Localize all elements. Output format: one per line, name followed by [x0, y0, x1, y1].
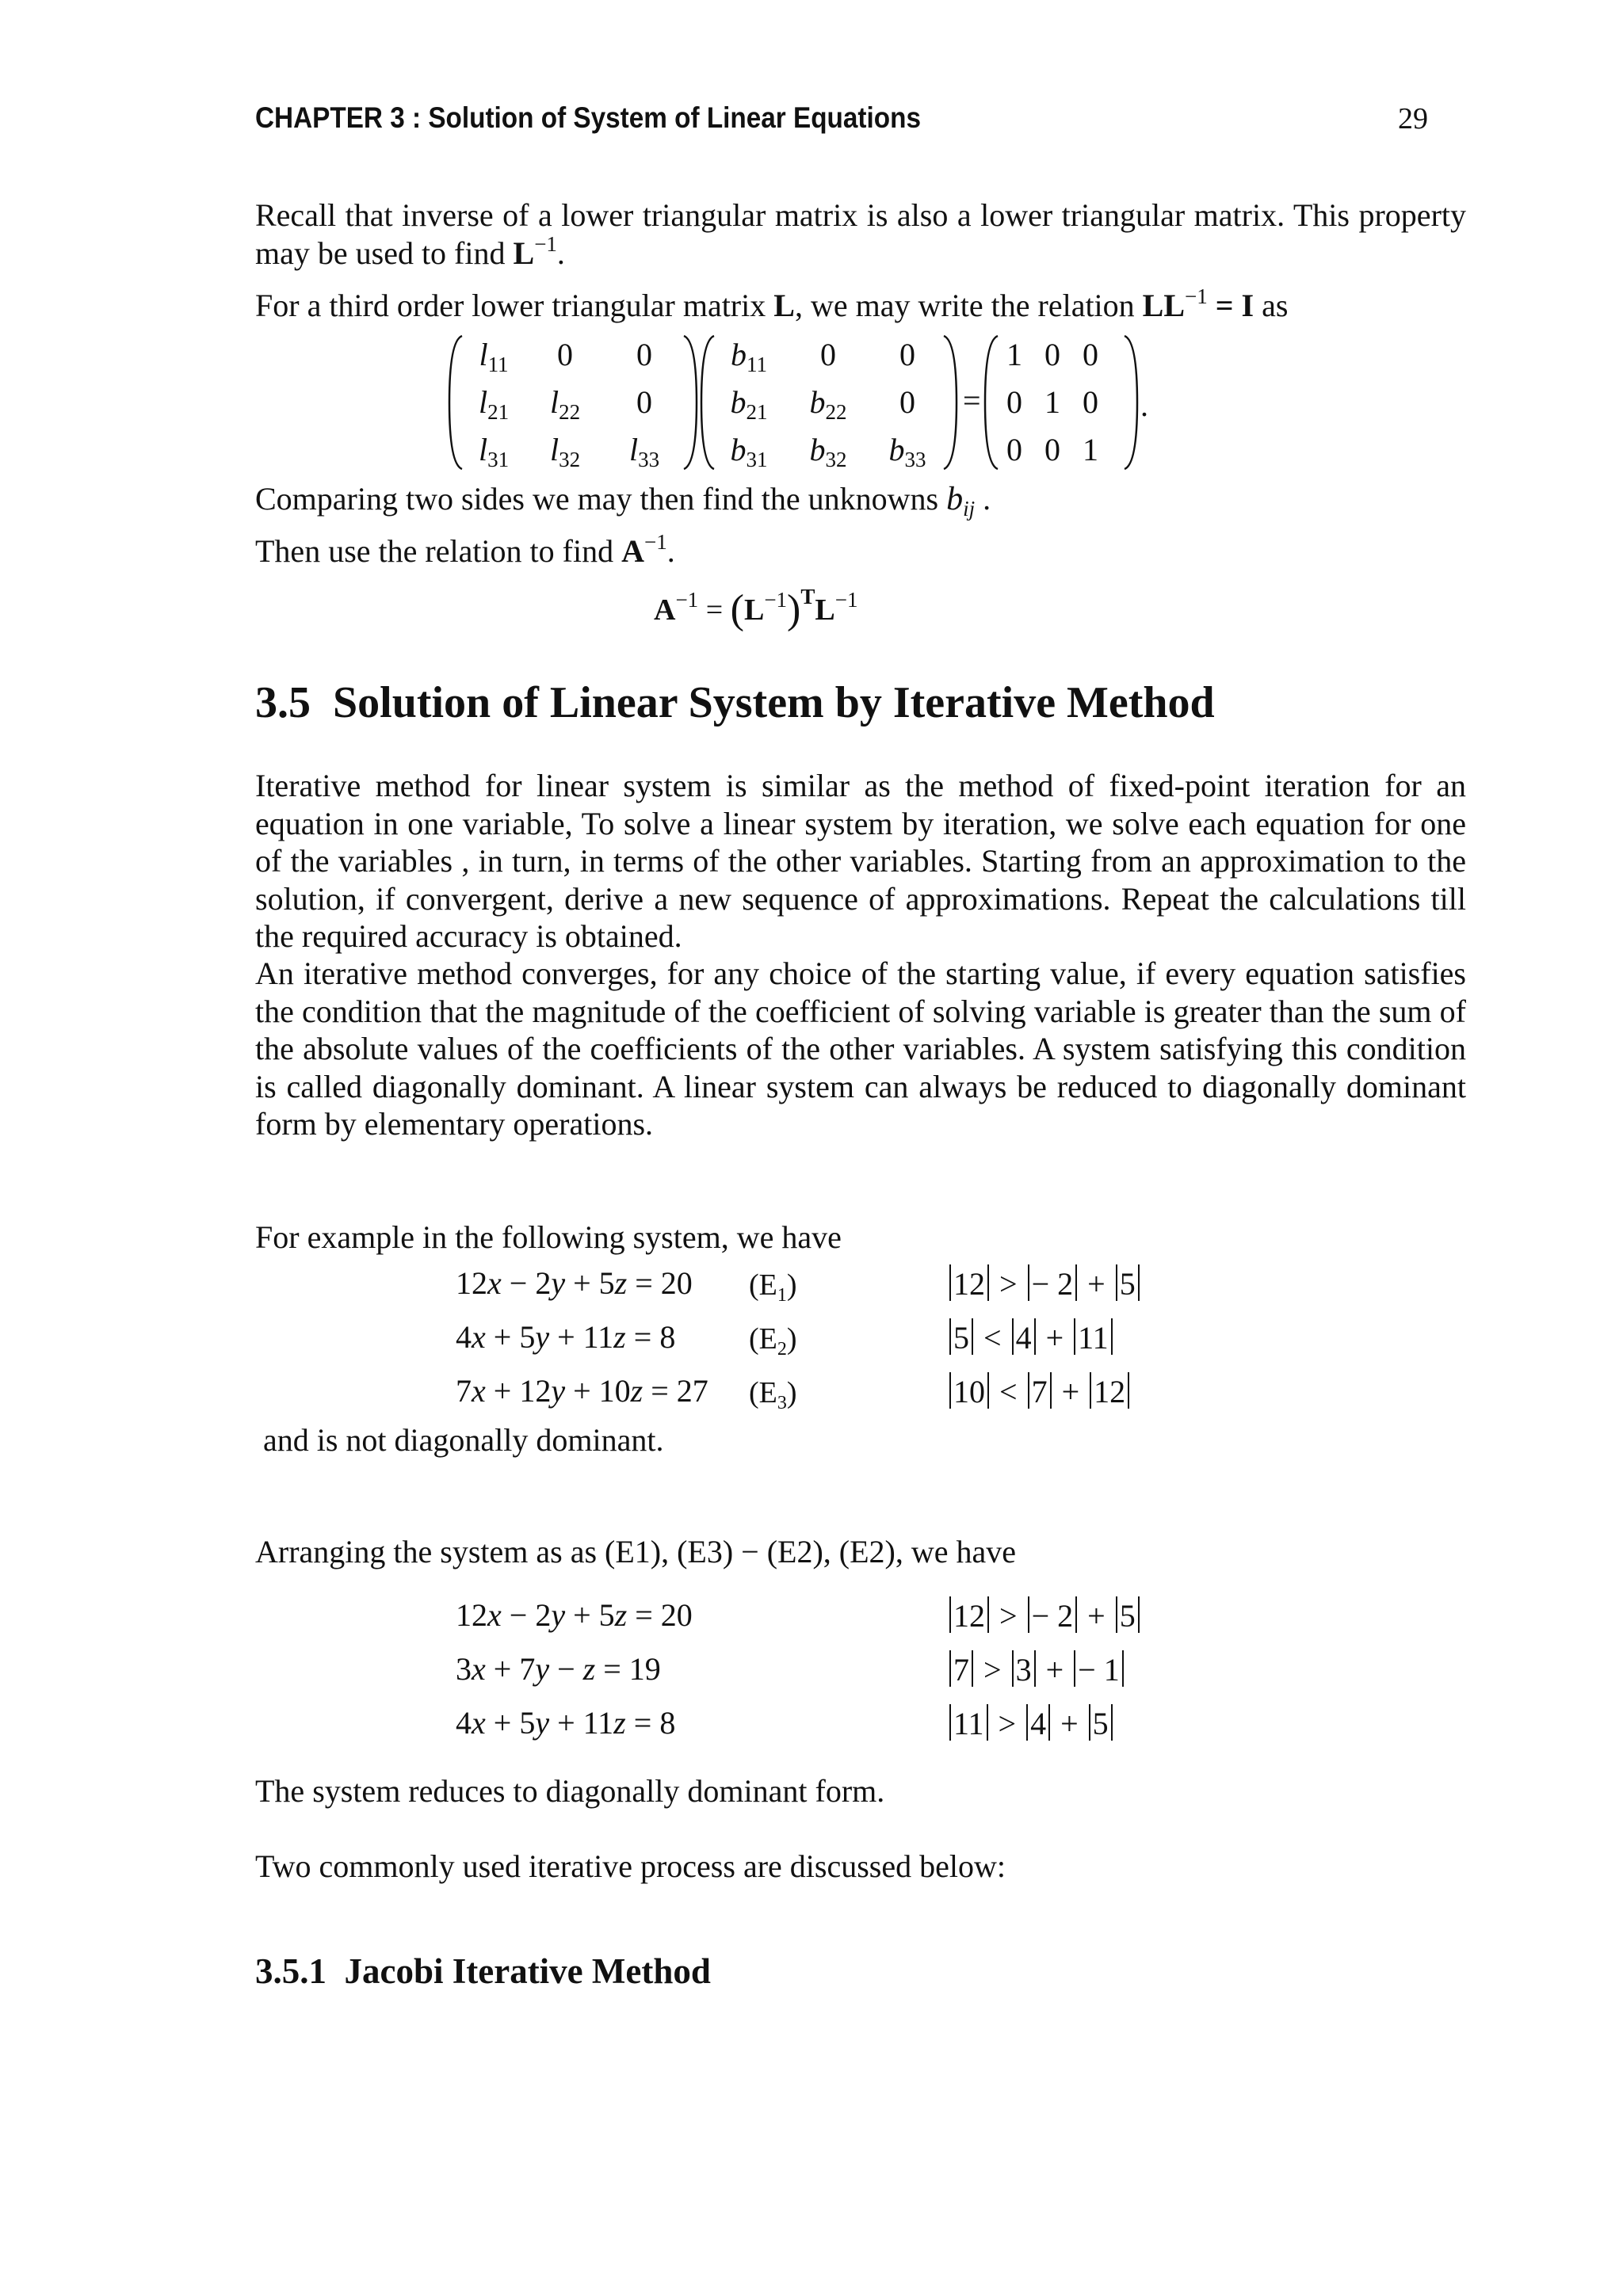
- matrix-cell: $l_{21}$: [478, 384, 510, 424]
- equation: 3x + 7y − z = 19: [456, 1651, 661, 1687]
- matrix-cell: $b_{31}$: [730, 432, 768, 471]
- matrix-cell: 0: [636, 384, 652, 420]
- matrix-cell: 0: [1044, 432, 1060, 467]
- matrix-cell: 0: [1044, 337, 1060, 372]
- equation: 4x + 5y + 11z = 8: [456, 1319, 676, 1355]
- section-paragraph-2: An iterative method converges, for any choice of the starting value, if every equation satisfies the condition that the magnitude of the coefficient of solving variable is greater than the sum of the absolute values of the coefficients of the other variables. A system satisfying this condition is called diagonally dominant. A linear system can always be reduced to diagonally dominant form by elementary operations.: [255, 955, 1466, 1142]
- compare-line: Comparing two sides we may then find the unknowns $b_{ij}$ .: [255, 481, 991, 521]
- matrix-cell: $l_{31}$: [478, 432, 510, 471]
- equation: 4x + 5y + 11z = 8: [456, 1705, 676, 1741]
- matrix-cell: $l_{11}$: [479, 337, 509, 376]
- matrix-cell: $b_{11}$: [731, 337, 767, 376]
- right-paren: [1123, 333, 1139, 471]
- subsection-heading: 3.5.1 Jacobi Iterative Method: [255, 1951, 711, 1991]
- matrix-cell: $l_{32}$: [549, 432, 581, 471]
- example-intro: For example in the following system, we have: [255, 1219, 842, 1255]
- dominance-condition: 12 > − 2 + 5: [947, 1264, 1142, 1302]
- matrix-cell: 1: [1044, 384, 1060, 420]
- matrix-b: [714, 333, 952, 471]
- matrix-cell: 1: [1083, 432, 1098, 467]
- equation: 12x − 2y + 5z = 20: [456, 1597, 693, 1633]
- matrix-cell: 0: [899, 384, 915, 420]
- matrix-cell: $l_{33}$: [628, 432, 660, 471]
- matrix-cell: 1: [1006, 337, 1022, 372]
- equation: 7x + 12y + 10z = 27: [456, 1373, 708, 1409]
- then-line: Then use the relation to find $A^{-1}$.: [255, 530, 675, 569]
- matrix-cell: $b_{22}$: [809, 384, 847, 424]
- dominance-condition: 12 > − 2 + 5: [947, 1596, 1142, 1634]
- period: .: [1140, 387, 1148, 423]
- intro-paragraph: Recall that inverse of a lower triangular matrix is also a lower triangular matrix. This property may be used to find $L^{-1}$.: [255, 197, 1466, 271]
- matrix-cell: $l_{22}$: [549, 384, 581, 424]
- matrix-cell: 0: [557, 337, 573, 372]
- right-paren: [682, 333, 698, 471]
- matrix-cell: $b_{32}$: [809, 432, 847, 471]
- dominance-condition: 11 > 4 + 5: [947, 1704, 1115, 1742]
- matrix-cell: 0: [1083, 384, 1098, 420]
- matrix-cell: $b_{33}$: [888, 432, 926, 471]
- reduces-text: The system reduces to diagonally dominant form.: [255, 1773, 885, 1809]
- left-paren: [700, 333, 716, 471]
- equation-tag: $(E_2)$: [749, 1322, 797, 1360]
- relation-line: For a third order lower triangular matrix L, we may write the relation $LL^{-1} = I$ as: [255, 284, 1289, 323]
- matrix-cell: 0: [1083, 337, 1098, 372]
- arrange-text: Arranging the system as as (E1), (E3) − (E2), (E2), we have: [255, 1534, 1017, 1569]
- dominance-condition: 7 > 3 + − 1: [947, 1650, 1126, 1688]
- equals-sign: =: [963, 383, 981, 418]
- inverse-formula: $A^{-1} = (L^{-1})^TL^{-1}$: [654, 585, 858, 632]
- two-methods-text: Two commonly used iterative process are discussed below:: [255, 1848, 1006, 1884]
- matrix-cell: 0: [1006, 432, 1022, 467]
- left-paren: [448, 333, 464, 471]
- equation-tag: $(E_3)$: [749, 1376, 797, 1413]
- dominance-condition: 5 < 4 + 11: [947, 1318, 1115, 1356]
- equation-tag: $(E_1)$: [749, 1268, 797, 1306]
- section-paragraph-1: Iterative method for linear system is similar as the method of fixed-point iteration for an equation in one variable, To solve a linear system by iteration, we solve each equation for one of the variables , in turn, in terms of the other variables. Starting from an approximation to the solution, if convergent, derive a new sequence of approximations. Repeat the calculations till the required accuracy is obtained.: [255, 768, 1466, 954]
- section-heading: 3.5 Solution of Linear System by Iterative Method: [255, 678, 1215, 727]
- matrix-cell: 0: [899, 337, 915, 372]
- matrix-cell: $b_{21}$: [730, 384, 768, 424]
- matrix-cell: 0: [1006, 384, 1022, 420]
- matrix-cell: 0: [820, 337, 836, 372]
- equation: 12x − 2y + 5z = 20: [456, 1265, 693, 1301]
- matrix-identity: [995, 333, 1129, 471]
- right-paren: [942, 333, 958, 471]
- matrix-cell: 0: [636, 337, 652, 372]
- not-dominant-text: and is not diagonally dominant.: [263, 1422, 664, 1458]
- page-number: 29: [1398, 102, 1428, 135]
- matrix-l: [462, 333, 692, 471]
- dominance-condition: 10 < 7 + 12: [947, 1372, 1132, 1410]
- running-head: CHAPTER 3 : Solution of System of Linear Equations: [255, 101, 921, 134]
